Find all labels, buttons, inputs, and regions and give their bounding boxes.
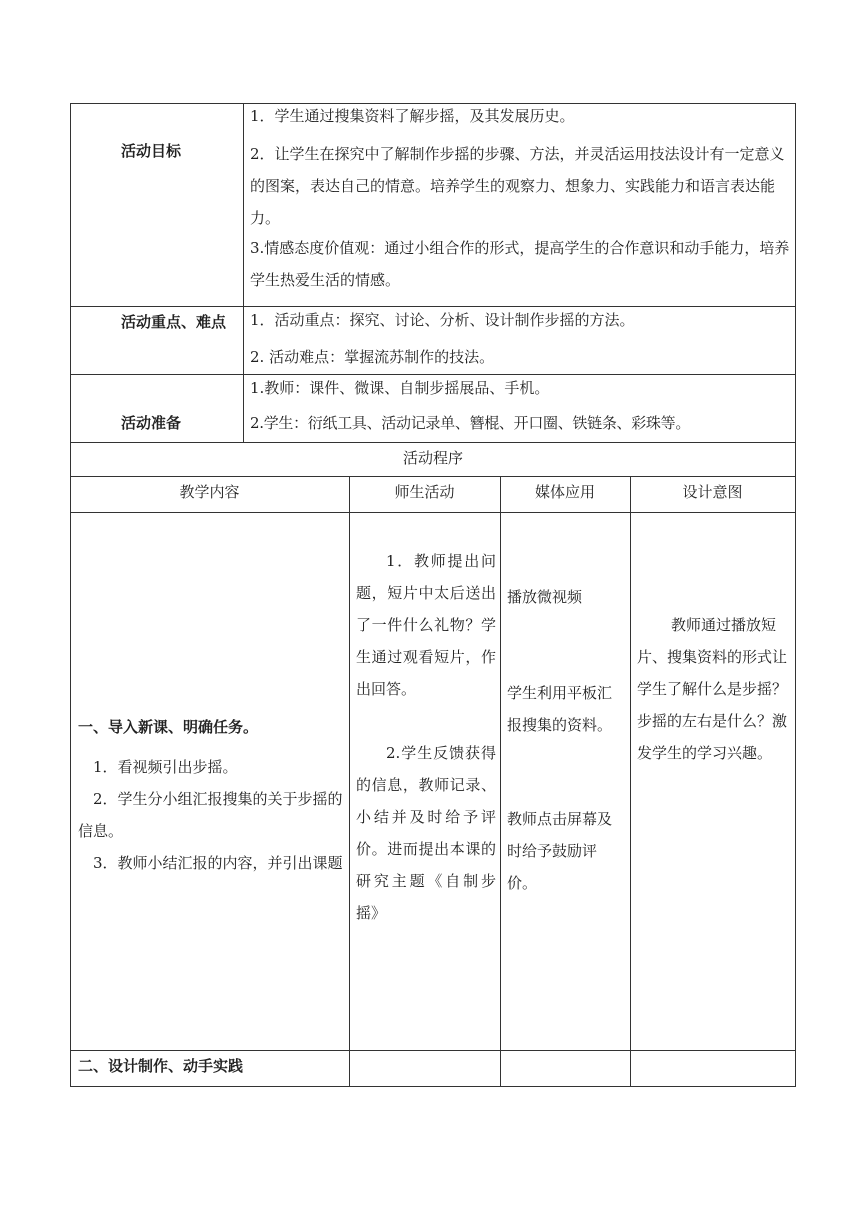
media-item: 学生利用平板汇报搜集的资料。	[507, 684, 613, 734]
grid-line	[70, 103, 71, 1087]
grid-line	[795, 103, 796, 1087]
header-teaching-content: 教学内容	[179, 483, 240, 501]
grid-line	[70, 512, 796, 513]
activity-item: 2.学生反馈获得的信息，教师记录、小结并及时给予评价。进而提出本课的研究主题《自制步摇》	[356, 744, 496, 922]
header-teacher-student-activity: 师生活动	[394, 483, 455, 501]
row1-activity	[356, 545, 496, 929]
row1-content-title: 一、导入新课、明确任务。	[78, 718, 259, 736]
grid-line	[500, 476, 501, 1087]
goal-item: 1．学生通过搜集资料了解步摇，及其发展历史。	[250, 107, 575, 125]
key-point-item: 1．活动重点：探究、讨论、分析、设计制作步摇的方法。	[250, 311, 635, 329]
row1-content-items	[78, 751, 344, 879]
row1-intent	[637, 609, 787, 769]
grid-line	[70, 1086, 796, 1087]
content-item: 2．学生分小组汇报搜集的关于步摇的信息。	[78, 790, 343, 840]
row1-content	[78, 711, 344, 879]
activity-item: 1．教师提出问题，短片中太后送出了一件什么礼物？学生通过观看短片，作出回答。	[356, 552, 496, 698]
header-media-use: 媒体应用	[534, 483, 595, 501]
key-points-label: 活动重点、难点	[121, 313, 227, 331]
preparation-item: 2.学生：衍纸工具、活动记录单、簪棍、开口圈、铁链条、彩珠等。	[250, 414, 691, 432]
header-design-intent: 设计意图	[682, 483, 743, 501]
row1-media	[507, 581, 619, 899]
key-points-content	[250, 304, 790, 373]
goal-item: 2．让学生在探究中了解制作步摇的步骤、方法，并灵活运用技法设计有一定意义的图案，表达自己的情意。培养学生的观察力、想象力、实践能力和语言表达能力。	[250, 145, 785, 227]
preparation-content	[250, 372, 795, 439]
content-item: 3．教师小结汇报的内容，并引出课题	[93, 854, 343, 872]
grid-line	[630, 476, 631, 1087]
preparation-item: 1.教师：课件、微课、自制步摇展品、手机。	[250, 379, 550, 397]
grid-line	[349, 476, 350, 1087]
key-point-item: 2. 活动难点：掌握流苏制作的技法。	[250, 348, 495, 366]
grid-line	[243, 103, 244, 442]
row2-content-title: 二、设计制作、动手实践	[78, 1057, 244, 1075]
media-item: 教师点击屏幕及时给予鼓励评价。	[507, 810, 613, 892]
goals-content	[250, 100, 790, 296]
preparation-label: 活动准备	[121, 414, 182, 432]
media-item: 播放微视频	[507, 588, 583, 606]
goal-item: 3.情感态度价值观：通过小组合作的形式，提高学生的合作意识和动手能力，培养学生热爱生活的情感。	[250, 239, 790, 289]
intent-text: 教师通过播放短片、搜集资料的形式让学生了解什么是步摇？步摇的左右是什么？激发学生的学习兴趣。	[637, 616, 788, 762]
goals-label: 活动目标	[121, 142, 182, 160]
procedure-title: 活动程序	[402, 449, 463, 467]
content-item: 1．看视频引出步摇。	[93, 758, 238, 776]
